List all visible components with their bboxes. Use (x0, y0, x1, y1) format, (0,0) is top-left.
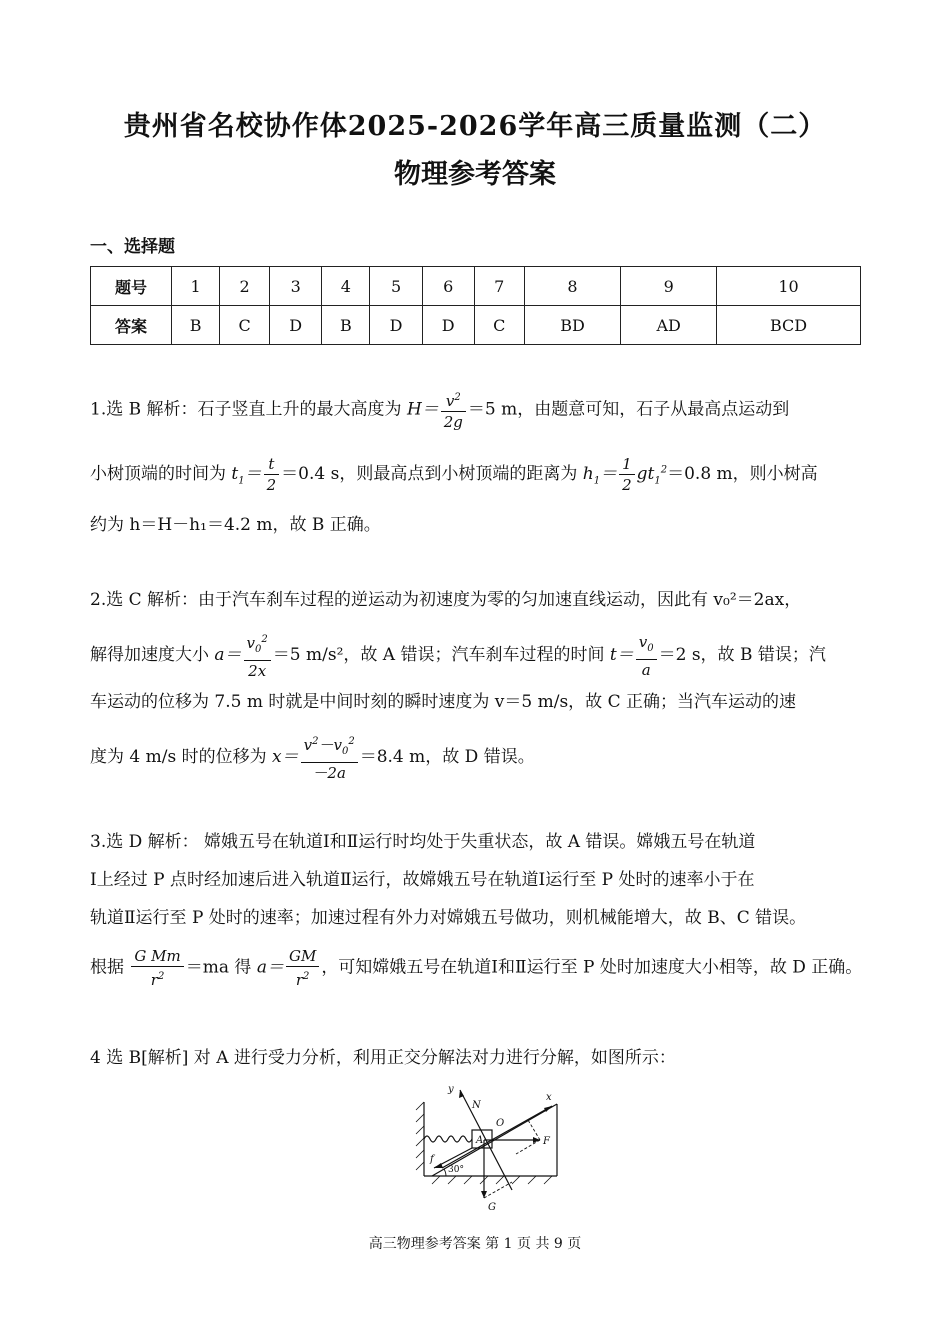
formula-fraction: $\frac{t}{2}$ (264, 454, 280, 495)
table-cell: 6 (422, 267, 474, 306)
q1-text: 小树顶端的时间为 (90, 464, 226, 484)
answer-table (90, 266, 861, 345)
formula-fraction: $\frac{1}{2}$ (619, 454, 635, 495)
section-heading: 一、选择题 (90, 237, 175, 257)
q3-line3: 轨道Ⅱ运行至 P 处时的速率；加速过程有外力对嫦娥五号做功，则机械能增大，故 B、C 错误。 (90, 908, 807, 928)
label-x: x (546, 1092, 552, 1103)
label-o: O (496, 1118, 505, 1129)
q2-line1: 2.选 C 解析：由于汽车刹车过程的逆运动为初速度为零的匀加速直线运动，因此有 v₀²＝2ax， (90, 590, 802, 610)
table-cell: C (220, 306, 270, 345)
q2-line4 (90, 732, 862, 783)
q1-line3: 约为 h＝H－h₁＝4.2 m，故 B 正确。 (90, 515, 381, 535)
table-cell: 3 (270, 267, 322, 306)
q2-text: 解得加速度大小 (90, 645, 209, 665)
table-cell: 9 (621, 267, 717, 306)
table-header-label: 题号 (91, 267, 172, 306)
label-y: y (448, 1084, 454, 1095)
q1-text: ＝5 m，由题意可知，石子从最高点运动到 (467, 399, 790, 420)
q2-text: ＝8.4 m，故 D 错误。 (359, 747, 535, 767)
table-cell: B (322, 306, 370, 345)
table-cell: BD (524, 306, 621, 345)
table-cell: 2 (220, 267, 270, 306)
table-cell: 4 (322, 267, 370, 306)
table-cell: D (422, 306, 474, 345)
q3-line2: Ⅰ上经过 P 点时经加速后进入轨道Ⅱ运行，故嫦娥五号在轨道Ⅰ运行至 P 处时的速率小于在 (90, 870, 755, 890)
table-cell: 7 (474, 267, 524, 306)
q2-text: 度为 4 m/s 时的位移为 (90, 747, 267, 767)
formula-var: $gt_1^2$ (636, 464, 668, 487)
table-cell: D (270, 306, 322, 345)
formula-var: a＝ (214, 645, 242, 665)
q1-text: ＝0.8 m，则小树高 (667, 464, 818, 484)
table-cell: D (370, 306, 422, 345)
label-n: N (472, 1100, 481, 1111)
formula-var: $t_1=$ (231, 464, 262, 487)
component-dashed (516, 1140, 540, 1154)
label-a: A (476, 1135, 484, 1146)
table-cell: 5 (370, 267, 422, 306)
force-diagram (412, 1080, 562, 1212)
formula-var: x＝ (272, 747, 299, 767)
table-row-numbers (91, 267, 861, 306)
q3-text: 根据 (90, 957, 124, 978)
formula-var: t＝ (609, 645, 634, 665)
q2-line2 (90, 630, 862, 681)
formula-fraction: $\frac{v_0}{a}$ (636, 632, 657, 680)
table-cell: 8 (524, 267, 621, 306)
component-dashed (528, 1120, 540, 1140)
q1-line2 (90, 454, 862, 495)
formula-fraction: $\frac{v^2}{2g}$ (441, 388, 466, 432)
label-friction: f (430, 1154, 434, 1165)
formula-fraction: $\frac{GM}{r^2}$ (286, 946, 319, 990)
x-axis (442, 1106, 552, 1168)
formula-var: $h_1=$ (582, 464, 618, 487)
angle-arc (444, 1169, 446, 1176)
label-f-force: F (543, 1136, 550, 1147)
table-cell: C (474, 306, 524, 345)
table-cell: AD (621, 306, 717, 345)
table-cell: BCD (717, 306, 861, 345)
q1-text: ＝0.4 s，则最高点到小树顶端的距离为 (281, 464, 578, 484)
q1-text: 1.选 B 解析：石子竖直上升的最大高度为 (90, 399, 402, 420)
q3-text: ，可知嫦娥五号在轨道Ⅰ和Ⅱ运行至 P 处时加速度大小相等，故 D 正确。 (321, 957, 863, 978)
spring-icon (424, 1136, 472, 1142)
q4-line1: 4 选 B[解析] 对 A 进行受力分析，利用正交分解法对力进行分解，如图所示： (90, 1048, 676, 1068)
formula-fraction: $\frac{\text{G Mm}}{r^2}$ (131, 946, 183, 990)
q2-line3: 车运动的位移为 7.5 m 时就是中间时刻的瞬时速度为 v＝5 m/s，故 C 正确；当汽车运动的速 (90, 692, 796, 712)
table-answer-label: 答案 (91, 306, 172, 345)
table-row-answers (91, 306, 861, 345)
q3-text: ＝ma 得 (185, 957, 252, 978)
table-cell: B (172, 306, 220, 345)
q2-text: ＝2 s，故 B 错误；汽 (658, 645, 826, 665)
q3-line1: 3.选 D 解析： 嫦娥五号在轨道Ⅰ和Ⅱ运行时均处于失重状态，故 A 错误。嫦娥五号在轨道 (90, 832, 756, 852)
q2-text: ＝5 m/s²，故 A 错误；汽车刹车过程的时间 (272, 645, 605, 665)
q1-line1 (90, 388, 862, 432)
formula-fraction: $\frac{v_0^2}{2x}$ (244, 630, 271, 681)
component-dashed (484, 1182, 512, 1198)
document-subtitle: 物理参考答案 (394, 159, 556, 190)
label-angle: 30° (448, 1165, 464, 1175)
formula-var: a＝ (256, 957, 284, 978)
q3-line4 (90, 946, 862, 990)
formula-fraction: $\frac{v^2-v_0^2}{-2a}$ (301, 732, 358, 783)
formula-var: H＝ (406, 399, 439, 420)
table-cell: 1 (172, 267, 220, 306)
page-footer: 高三物理参考答案 第 1 页 共 9 页 (368, 1236, 582, 1252)
document-title: 贵州省名校协作体2025-2026学年高三质量监测（二） (123, 111, 827, 142)
label-g: G (488, 1202, 496, 1212)
table-cell: 10 (717, 267, 861, 306)
